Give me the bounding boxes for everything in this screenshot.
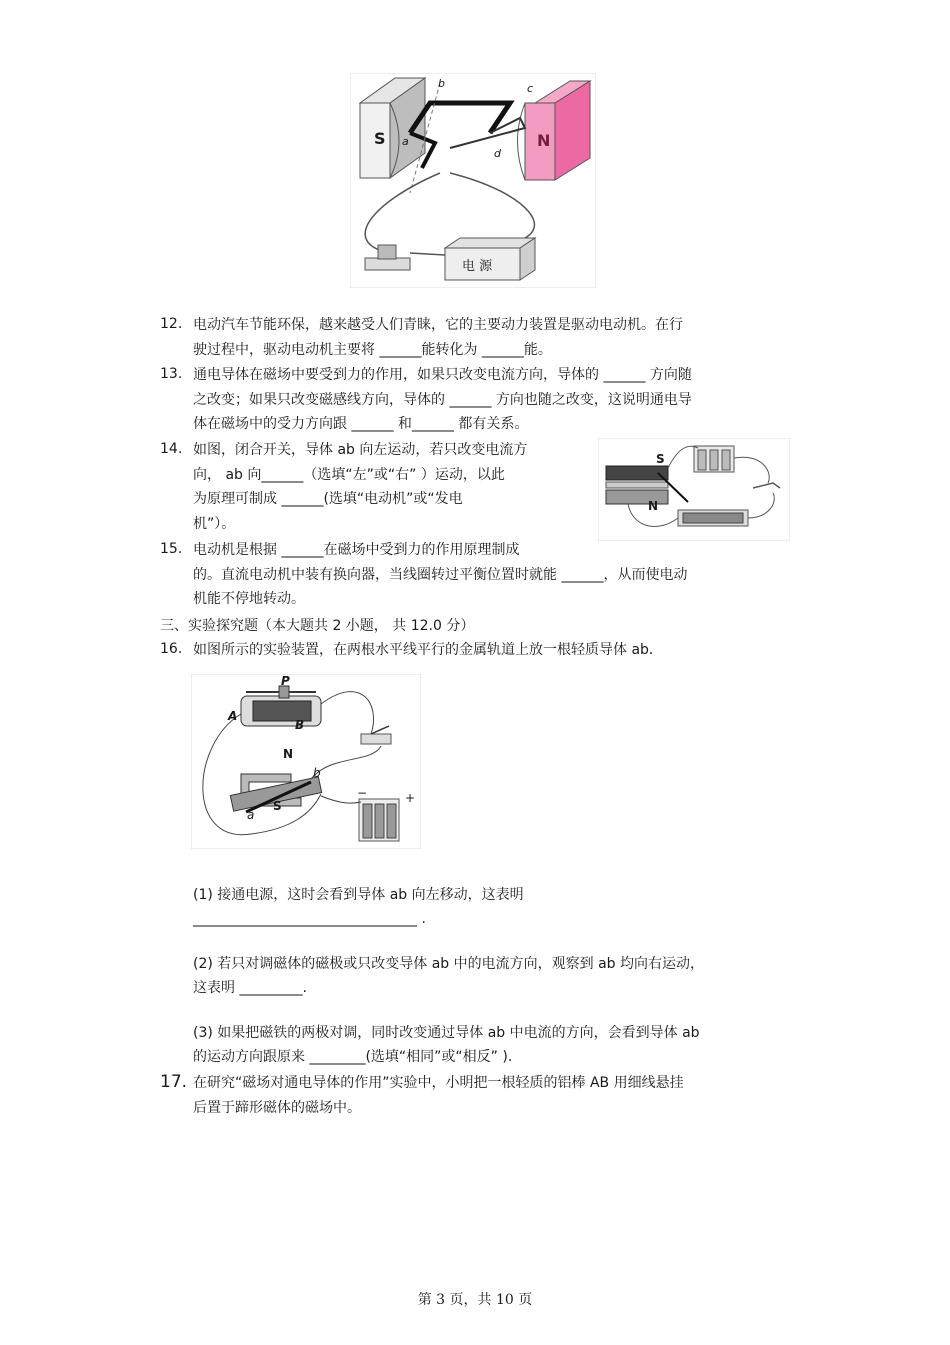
q16-line-1: 如图所示的实验装置，在两根水平线平行的金属轨道上放一根轻质导体 ab． <box>193 642 663 658</box>
q16-a-big-label: A <box>228 709 238 723</box>
q17-text <box>193 1071 793 1120</box>
q16-sub-1 <box>193 883 783 931</box>
q14-line-3: 为原理可制成 ______(选填“电动机”或“发电 <box>193 491 463 507</box>
coil-d-label: d <box>494 147 501 160</box>
q15-number: 15. <box>160 541 183 557</box>
q13-line-3: 体在磁场中的受力方向跟 ______ 和______ 都有关系。 <box>193 416 529 432</box>
q12-number: 12. <box>160 316 183 332</box>
coil-b-label: b <box>438 77 445 90</box>
q16-apparatus-figure <box>191 674 421 849</box>
q14-number: 14. <box>160 441 183 457</box>
power-supply-label: 电 源 <box>462 259 493 274</box>
section-3-heading: 三、实验探究题（本大题共 2 小题， 共 12.0 分） <box>160 618 475 634</box>
q17-number: 17. <box>160 1072 188 1092</box>
q17-line-1: 在研究“磁场对通电导体的作用”实验中，小明把一根轻质的铝棒 AB 用细线悬挂 <box>193 1075 684 1091</box>
motor-principle-figure <box>350 73 596 288</box>
q16-sub-3-line-2: 的运动方向跟原来 ________(选填“相同”或“相反” ). <box>193 1049 513 1065</box>
coil-c-label: c <box>527 82 534 95</box>
q14-text <box>193 438 578 536</box>
q16-b-big-label: B <box>295 718 305 732</box>
q14-circuit-figure <box>598 438 790 541</box>
coil-a-label: a <box>402 135 409 148</box>
q15-line-2: 的。直流电动机中装有换向器，当线圈转过平衡位置时就能 ______，从而使电动 <box>193 566 688 583</box>
q16-sub-3-line-1: (3) 如果把磁铁的两极对调，同时改变通过导体 ab 中电流的方向，会看到导体 ab <box>193 1025 700 1041</box>
q12-line-2: 驶过程中，驱动电动机主要将 ______能转化为 ______能。 <box>193 341 552 358</box>
q16-b-label: b <box>313 766 321 780</box>
q16-plus-label: + <box>405 791 416 805</box>
q15-text <box>193 538 793 612</box>
q13-line-1: 通电导体在磁场中要受到力的作用，如果只改变电流方向，导体的 ______ 方向随 <box>193 367 692 383</box>
q16-sub-3 <box>193 1021 793 1069</box>
q16-sub-1-line-1: (1) 接通电源，这时会看到导体 ab 向左移动，这表明 <box>193 887 524 903</box>
q17-line-2: 后置于蹄形磁体的磁场中。 <box>193 1099 361 1116</box>
q13-number: 13. <box>160 366 183 382</box>
q12-text <box>193 313 753 362</box>
q15-line-3: 机能不停地转动。 <box>193 591 305 607</box>
q15-line-1: 电动机是根据 ______在磁场中受到力的作用原理制成 <box>193 542 520 558</box>
q16-a-label: a <box>247 808 255 822</box>
q16-p-label: P <box>281 674 290 688</box>
q14-s-label: S <box>656 452 665 466</box>
q12-line-1: 电动汽车节能环保，越来越受人们青睐，它的主要动力装置是驱动电动机。在行 <box>193 317 683 333</box>
q13-line-2: 之改变；如果只改变磁感线方向，导体的 ______ 方向也随之改变，这说明通电导 <box>193 391 692 408</box>
q16-sub-2-line-2: 这表明 _________. <box>193 980 307 996</box>
q14-n-label: N <box>648 499 659 513</box>
q14-line-2: 向， ab 向______（选填“左”或“右” ）运动，以此 <box>193 466 505 483</box>
magnet-s-label: S <box>374 129 386 148</box>
q16-sub-2 <box>193 952 783 1000</box>
q16-sub-2-line-1: (2) 若只对调磁体的磁极或只改变导体 ab 中的电流方向，观察到 ab 均向右运动， <box>193 956 705 972</box>
q14-line-4: 机”）。 <box>193 515 236 532</box>
magnet-n-label: N <box>537 131 551 150</box>
q16-sub-1-line-2: ________________________________ . <box>193 911 426 927</box>
q16-n-label: N <box>283 747 294 761</box>
q16-s-label: S <box>273 799 282 813</box>
q13-text <box>193 363 793 437</box>
q16-number: 16. <box>160 641 183 657</box>
q14-line-1: 如图，闭合开关，导体 ab 向左运动，若只改变电流方 <box>193 442 528 458</box>
q16-minus-label: − <box>357 786 368 800</box>
page-footer: 第 3 页，共 10 页 <box>417 1292 533 1308</box>
